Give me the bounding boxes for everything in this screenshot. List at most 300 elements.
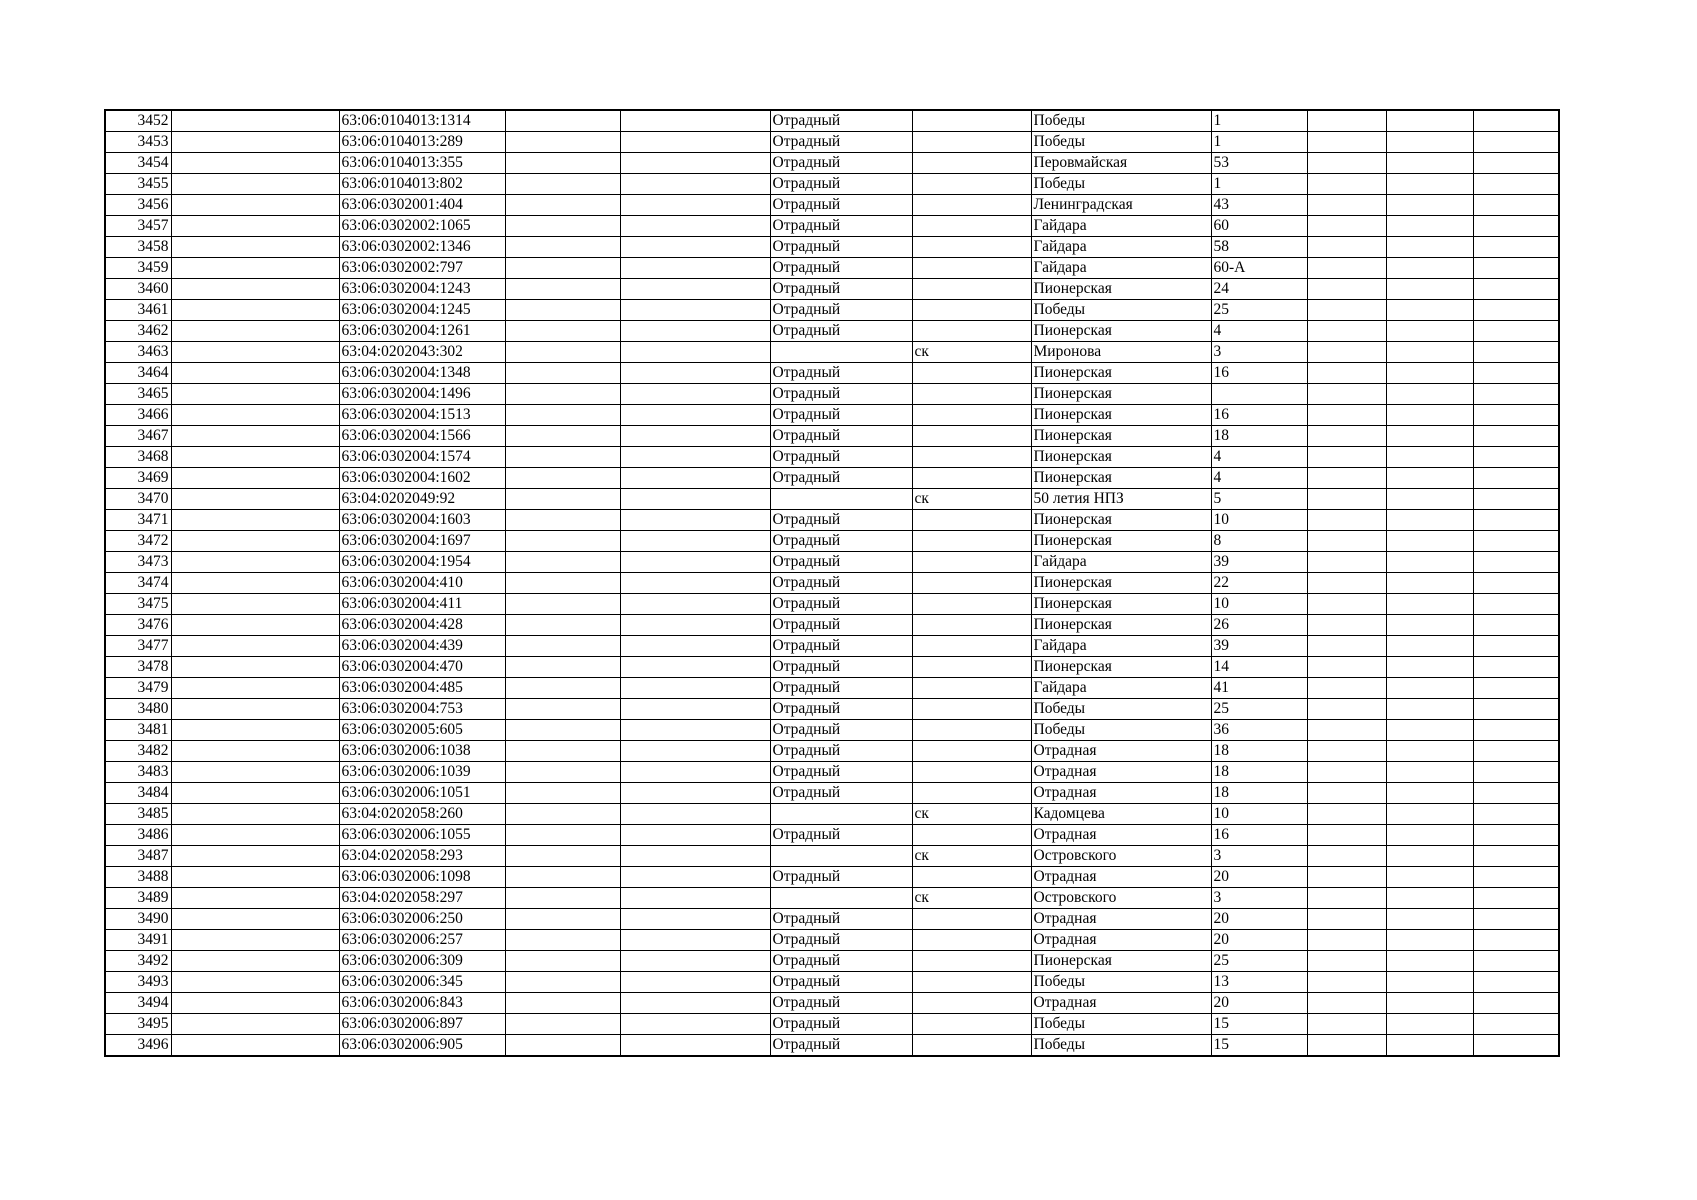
blank-cell-a [171, 573, 339, 594]
row-number-cell: 3480 [105, 699, 171, 720]
settlement-type-cell [912, 216, 1031, 237]
house-number-cell: 3 [1211, 888, 1307, 909]
blank-cell-f [1473, 699, 1559, 720]
blank-cell-f [1473, 846, 1559, 867]
blank-cell-e [1386, 657, 1473, 678]
cadastral-number-cell: 63:06:0104013:802 [339, 174, 505, 195]
settlement-type-cell [912, 783, 1031, 804]
house-number-cell: 60 [1211, 216, 1307, 237]
blank-cell-a [171, 804, 339, 825]
locality-cell: Отрадный [770, 195, 912, 216]
cadastral-number-cell: 63:06:0302004:439 [339, 636, 505, 657]
street-cell: Пионерская [1031, 468, 1211, 489]
blank-cell-c [620, 552, 770, 573]
register-table [104, 109, 1560, 1057]
blank-cell-d [1307, 363, 1386, 384]
blank-cell-d [1307, 909, 1386, 930]
blank-cell-b [505, 363, 620, 384]
blank-cell-c [620, 783, 770, 804]
blank-cell-a [171, 615, 339, 636]
blank-cell-f [1473, 615, 1559, 636]
row-number-cell: 3464 [105, 363, 171, 384]
street-cell: Пионерская [1031, 426, 1211, 447]
street-cell: 50 летия НПЗ [1031, 489, 1211, 510]
blank-cell-b [505, 1035, 620, 1057]
table-row [105, 846, 1559, 867]
blank-cell-d [1307, 216, 1386, 237]
row-number-cell: 3473 [105, 552, 171, 573]
blank-cell-a [171, 363, 339, 384]
blank-cell-f [1473, 384, 1559, 405]
blank-cell-a [171, 384, 339, 405]
blank-cell-e [1386, 762, 1473, 783]
table-row [105, 552, 1559, 573]
blank-cell-d [1307, 783, 1386, 804]
locality-cell: Отрадный [770, 237, 912, 258]
street-cell: Победы [1031, 699, 1211, 720]
cadastral-number-cell: 63:06:0302004:470 [339, 657, 505, 678]
house-number-cell: 13 [1211, 972, 1307, 993]
street-cell: Пионерская [1031, 447, 1211, 468]
locality-cell: Отрадный [770, 468, 912, 489]
locality-cell: Отрадный [770, 1014, 912, 1035]
table-row [105, 153, 1559, 174]
house-number-cell: 25 [1211, 699, 1307, 720]
row-number-cell: 3483 [105, 762, 171, 783]
blank-cell-b [505, 657, 620, 678]
blank-cell-e [1386, 468, 1473, 489]
blank-cell-e [1386, 110, 1473, 132]
street-cell: Отрадная [1031, 741, 1211, 762]
blank-cell-d [1307, 447, 1386, 468]
table-row [105, 657, 1559, 678]
blank-cell-c [620, 573, 770, 594]
blank-cell-c [620, 489, 770, 510]
row-number-cell: 3481 [105, 720, 171, 741]
row-number-cell: 3472 [105, 531, 171, 552]
house-number-cell: 10 [1211, 594, 1307, 615]
settlement-type-cell [912, 678, 1031, 699]
settlement-type-cell [912, 174, 1031, 195]
row-number-cell: 3461 [105, 300, 171, 321]
house-number-cell: 24 [1211, 279, 1307, 300]
blank-cell-f [1473, 1035, 1559, 1057]
street-cell: Пионерская [1031, 657, 1211, 678]
locality-cell [770, 489, 912, 510]
blank-cell-d [1307, 846, 1386, 867]
blank-cell-a [171, 1035, 339, 1057]
row-number-cell: 3455 [105, 174, 171, 195]
table-row [105, 720, 1559, 741]
blank-cell-f [1473, 552, 1559, 573]
street-cell: Пионерская [1031, 951, 1211, 972]
blank-cell-f [1473, 804, 1559, 825]
blank-cell-b [505, 993, 620, 1014]
blank-cell-d [1307, 594, 1386, 615]
locality-cell: Отрадный [770, 258, 912, 279]
locality-cell: Отрадный [770, 153, 912, 174]
locality-cell: Отрадный [770, 110, 912, 132]
blank-cell-e [1386, 426, 1473, 447]
table-row [105, 531, 1559, 552]
cadastral-number-cell: 63:06:0302004:411 [339, 594, 505, 615]
house-number-cell: 36 [1211, 720, 1307, 741]
blank-cell-d [1307, 867, 1386, 888]
blank-cell-a [171, 720, 339, 741]
blank-cell-f [1473, 909, 1559, 930]
street-cell: Отрадная [1031, 909, 1211, 930]
blank-cell-e [1386, 342, 1473, 363]
blank-cell-f [1473, 363, 1559, 384]
settlement-type-cell [912, 237, 1031, 258]
blank-cell-f [1473, 1014, 1559, 1035]
row-number-cell: 3490 [105, 909, 171, 930]
street-cell: Ленинградская [1031, 195, 1211, 216]
table-row [105, 132, 1559, 153]
table-row [105, 237, 1559, 258]
blank-cell-a [171, 846, 339, 867]
table-row [105, 888, 1559, 909]
row-number-cell: 3495 [105, 1014, 171, 1035]
house-number-cell: 10 [1211, 510, 1307, 531]
settlement-type-cell [912, 384, 1031, 405]
table-row [105, 405, 1559, 426]
blank-cell-d [1307, 951, 1386, 972]
cadastral-number-cell: 63:06:0302006:1051 [339, 783, 505, 804]
cadastral-number-cell: 63:04:0202058:260 [339, 804, 505, 825]
blank-cell-f [1473, 741, 1559, 762]
blank-cell-a [171, 342, 339, 363]
street-cell: Победы [1031, 1035, 1211, 1057]
blank-cell-d [1307, 279, 1386, 300]
blank-cell-c [620, 1014, 770, 1035]
settlement-type-cell: ск [912, 888, 1031, 909]
settlement-type-cell [912, 552, 1031, 573]
blank-cell-b [505, 447, 620, 468]
blank-cell-e [1386, 258, 1473, 279]
blank-cell-b [505, 804, 620, 825]
settlement-type-cell [912, 699, 1031, 720]
blank-cell-f [1473, 489, 1559, 510]
blank-cell-c [620, 741, 770, 762]
blank-cell-e [1386, 930, 1473, 951]
blank-cell-b [505, 1014, 620, 1035]
row-number-cell: 3491 [105, 930, 171, 951]
table-row [105, 867, 1559, 888]
blank-cell-d [1307, 972, 1386, 993]
blank-cell-d [1307, 930, 1386, 951]
house-number-cell: 18 [1211, 783, 1307, 804]
blank-cell-a [171, 216, 339, 237]
blank-cell-f [1473, 216, 1559, 237]
locality-cell: Отрадный [770, 279, 912, 300]
settlement-type-cell [912, 426, 1031, 447]
blank-cell-e [1386, 300, 1473, 321]
blank-cell-e [1386, 573, 1473, 594]
settlement-type-cell [912, 447, 1031, 468]
blank-cell-f [1473, 258, 1559, 279]
street-cell: Победы [1031, 1014, 1211, 1035]
blank-cell-b [505, 216, 620, 237]
blank-cell-c [620, 531, 770, 552]
blank-cell-f [1473, 110, 1559, 132]
locality-cell [770, 846, 912, 867]
blank-cell-a [171, 489, 339, 510]
blank-cell-a [171, 510, 339, 531]
street-cell: Пионерская [1031, 594, 1211, 615]
blank-cell-b [505, 888, 620, 909]
blank-cell-f [1473, 762, 1559, 783]
blank-cell-b [505, 384, 620, 405]
blank-cell-c [620, 1035, 770, 1057]
settlement-type-cell [912, 951, 1031, 972]
table-row [105, 825, 1559, 846]
blank-cell-a [171, 972, 339, 993]
table-row [105, 279, 1559, 300]
street-cell: Пионерская [1031, 405, 1211, 426]
cadastral-number-cell: 63:06:0302004:1574 [339, 447, 505, 468]
house-number-cell: 8 [1211, 531, 1307, 552]
settlement-type-cell [912, 1014, 1031, 1035]
blank-cell-b [505, 321, 620, 342]
locality-cell: Отрадный [770, 321, 912, 342]
street-cell: Островского [1031, 888, 1211, 909]
house-number-cell: 20 [1211, 909, 1307, 930]
blank-cell-a [171, 321, 339, 342]
blank-cell-b [505, 426, 620, 447]
blank-cell-e [1386, 321, 1473, 342]
blank-cell-b [505, 258, 620, 279]
settlement-type-cell [912, 636, 1031, 657]
row-number-cell: 3488 [105, 867, 171, 888]
street-cell: Победы [1031, 174, 1211, 195]
street-cell: Кадомцева [1031, 804, 1211, 825]
blank-cell-b [505, 300, 620, 321]
blank-cell-b [505, 972, 620, 993]
blank-cell-d [1307, 489, 1386, 510]
cadastral-number-cell: 63:06:0302002:797 [339, 258, 505, 279]
blank-cell-b [505, 279, 620, 300]
house-number-cell: 16 [1211, 363, 1307, 384]
blank-cell-c [620, 110, 770, 132]
locality-cell: Отрадный [770, 741, 912, 762]
blank-cell-f [1473, 783, 1559, 804]
row-number-cell: 3452 [105, 110, 171, 132]
street-cell: Пионерская [1031, 321, 1211, 342]
blank-cell-c [620, 720, 770, 741]
blank-cell-e [1386, 489, 1473, 510]
settlement-type-cell [912, 573, 1031, 594]
blank-cell-b [505, 594, 620, 615]
cadastral-number-cell: 63:06:0302004:1348 [339, 363, 505, 384]
locality-cell: Отрадный [770, 909, 912, 930]
blank-cell-d [1307, 615, 1386, 636]
blank-cell-f [1473, 594, 1559, 615]
row-number-cell: 3462 [105, 321, 171, 342]
blank-cell-e [1386, 363, 1473, 384]
cadastral-number-cell: 63:06:0302006:257 [339, 930, 505, 951]
street-cell: Пионерская [1031, 384, 1211, 405]
settlement-type-cell [912, 993, 1031, 1014]
street-cell: Гайдара [1031, 237, 1211, 258]
settlement-type-cell: ск [912, 804, 1031, 825]
blank-cell-e [1386, 216, 1473, 237]
blank-cell-c [620, 447, 770, 468]
row-number-cell: 3471 [105, 510, 171, 531]
cadastral-number-cell: 63:06:0302005:605 [339, 720, 505, 741]
locality-cell: Отрадный [770, 720, 912, 741]
blank-cell-e [1386, 909, 1473, 930]
cadastral-number-cell: 63:06:0302006:905 [339, 1035, 505, 1057]
street-cell: Островского [1031, 846, 1211, 867]
cadastral-number-cell: 63:06:0302004:1513 [339, 405, 505, 426]
settlement-type-cell [912, 300, 1031, 321]
blank-cell-a [171, 531, 339, 552]
row-number-cell: 3493 [105, 972, 171, 993]
blank-cell-e [1386, 153, 1473, 174]
blank-cell-e [1386, 972, 1473, 993]
blank-cell-e [1386, 741, 1473, 762]
table-row [105, 1014, 1559, 1035]
blank-cell-c [620, 258, 770, 279]
blank-cell-d [1307, 426, 1386, 447]
blank-cell-a [171, 1014, 339, 1035]
blank-cell-c [620, 426, 770, 447]
row-number-cell: 3477 [105, 636, 171, 657]
row-number-cell: 3460 [105, 279, 171, 300]
blank-cell-c [620, 321, 770, 342]
settlement-type-cell [912, 279, 1031, 300]
blank-cell-c [620, 153, 770, 174]
locality-cell: Отрадный [770, 384, 912, 405]
blank-cell-d [1307, 804, 1386, 825]
locality-cell: Отрадный [770, 951, 912, 972]
blank-cell-c [620, 678, 770, 699]
blank-cell-e [1386, 1014, 1473, 1035]
blank-cell-d [1307, 510, 1386, 531]
settlement-type-cell: ск [912, 846, 1031, 867]
blank-cell-c [620, 825, 770, 846]
row-number-cell: 3485 [105, 804, 171, 825]
cadastral-number-cell: 63:06:0302001:404 [339, 195, 505, 216]
street-cell: Победы [1031, 720, 1211, 741]
table-row [105, 216, 1559, 237]
row-number-cell: 3470 [105, 489, 171, 510]
blank-cell-a [171, 909, 339, 930]
settlement-type-cell [912, 741, 1031, 762]
blank-cell-c [620, 300, 770, 321]
cadastral-number-cell: 63:06:0302004:410 [339, 573, 505, 594]
settlement-type-cell [912, 615, 1031, 636]
cadastral-number-cell: 63:04:0202043:302 [339, 342, 505, 363]
blank-cell-a [171, 237, 339, 258]
blank-cell-c [620, 174, 770, 195]
street-cell: Отрадная [1031, 867, 1211, 888]
blank-cell-c [620, 972, 770, 993]
row-number-cell: 3459 [105, 258, 171, 279]
settlement-type-cell [912, 762, 1031, 783]
blank-cell-d [1307, 132, 1386, 153]
blank-cell-d [1307, 384, 1386, 405]
street-cell: Отрадная [1031, 930, 1211, 951]
blank-cell-c [620, 615, 770, 636]
blank-cell-e [1386, 384, 1473, 405]
blank-cell-a [171, 699, 339, 720]
blank-cell-e [1386, 993, 1473, 1014]
street-cell: Пионерская [1031, 363, 1211, 384]
house-number-cell: 15 [1211, 1014, 1307, 1035]
locality-cell: Отрадный [770, 447, 912, 468]
blank-cell-b [505, 720, 620, 741]
cadastral-number-cell: 63:06:0302004:1602 [339, 468, 505, 489]
blank-cell-a [171, 279, 339, 300]
cadastral-number-cell: 63:06:0302002:1065 [339, 216, 505, 237]
cadastral-number-cell: 63:04:0202058:297 [339, 888, 505, 909]
table-row [105, 384, 1559, 405]
blank-cell-f [1473, 405, 1559, 426]
table-row [105, 972, 1559, 993]
blank-cell-f [1473, 930, 1559, 951]
settlement-type-cell [912, 930, 1031, 951]
blank-cell-d [1307, 237, 1386, 258]
settlement-type-cell [912, 1035, 1031, 1057]
locality-cell: Отрадный [770, 657, 912, 678]
blank-cell-d [1307, 741, 1386, 762]
cadastral-number-cell: 63:06:0302006:345 [339, 972, 505, 993]
settlement-type-cell [912, 720, 1031, 741]
settlement-type-cell [912, 657, 1031, 678]
blank-cell-f [1473, 342, 1559, 363]
locality-cell: Отрадный [770, 636, 912, 657]
blank-cell-c [620, 132, 770, 153]
locality-cell: Отрадный [770, 174, 912, 195]
blank-cell-d [1307, 300, 1386, 321]
row-number-cell: 3496 [105, 1035, 171, 1057]
cadastral-number-cell: 63:06:0302004:1245 [339, 300, 505, 321]
row-number-cell: 3478 [105, 657, 171, 678]
blank-cell-c [620, 405, 770, 426]
blank-cell-b [505, 867, 620, 888]
cadastral-number-cell: 63:06:0302006:309 [339, 951, 505, 972]
blank-cell-c [620, 909, 770, 930]
blank-cell-c [620, 657, 770, 678]
locality-cell: Отрадный [770, 615, 912, 636]
house-number-cell: 41 [1211, 678, 1307, 699]
cadastral-number-cell: 63:06:0302004:428 [339, 615, 505, 636]
blank-cell-d [1307, 1035, 1386, 1057]
blank-cell-b [505, 573, 620, 594]
cadastral-number-cell: 63:06:0104013:1314 [339, 110, 505, 132]
blank-cell-a [171, 552, 339, 573]
row-number-cell: 3457 [105, 216, 171, 237]
table-row [105, 363, 1559, 384]
locality-cell [770, 342, 912, 363]
cadastral-number-cell: 63:06:0302002:1346 [339, 237, 505, 258]
blank-cell-d [1307, 720, 1386, 741]
table-row [105, 951, 1559, 972]
street-cell: Победы [1031, 972, 1211, 993]
street-cell: Отрадная [1031, 783, 1211, 804]
locality-cell: Отрадный [770, 825, 912, 846]
cadastral-number-cell: 63:06:0302004:1261 [339, 321, 505, 342]
blank-cell-d [1307, 657, 1386, 678]
settlement-type-cell [912, 468, 1031, 489]
blank-cell-c [620, 363, 770, 384]
blank-cell-d [1307, 342, 1386, 363]
blank-cell-f [1473, 951, 1559, 972]
settlement-type-cell [912, 594, 1031, 615]
street-cell: Миронова [1031, 342, 1211, 363]
